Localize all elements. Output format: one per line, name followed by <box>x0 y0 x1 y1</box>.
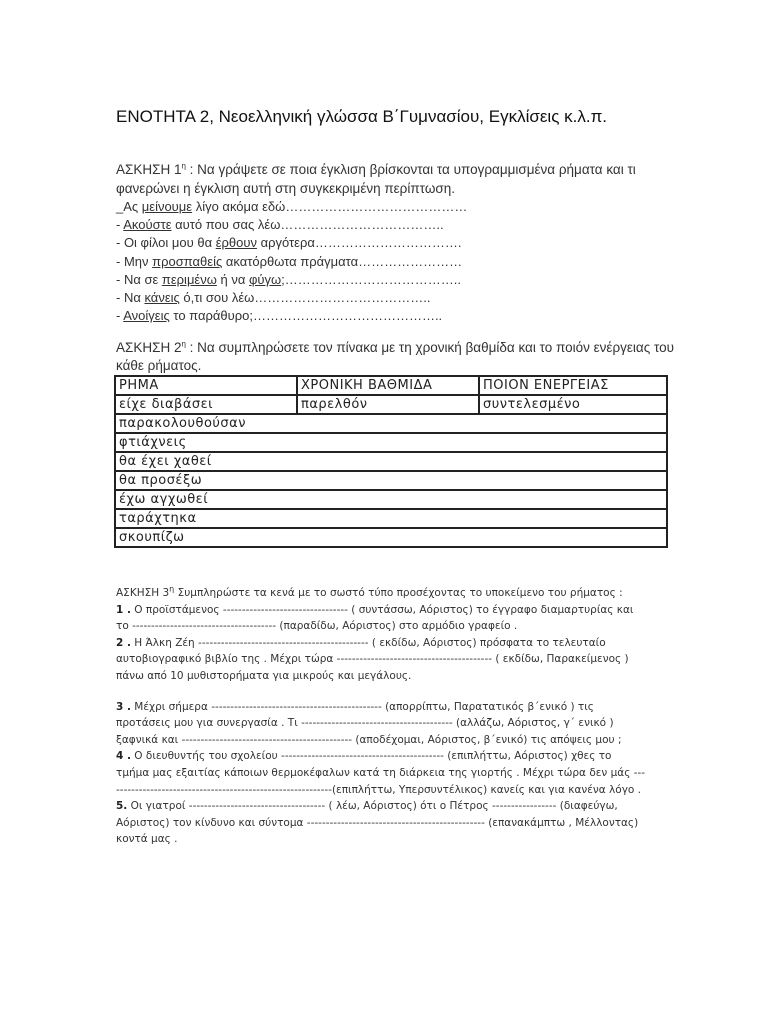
table-row <box>115 528 667 547</box>
exercise-3-intro <box>116 585 646 602</box>
line-prefix: - <box>116 217 124 233</box>
item-number: 2 . <box>116 636 131 649</box>
item-text: Ο προϊστάμενος --------------------------------- ( συντάσσω, Αόριστος) το έγγραφο διαμαρτυρίας και το -------------------------------------- (παραδίδω, Αόριστος) στο αρμόδιο γραφείο . <box>116 603 634 633</box>
exercise-3-item <box>116 798 646 848</box>
exercise-2-heading: ΑΣΚΗΣΗ 2 <box>116 340 182 355</box>
exercise-1-heading: ΑΣΚΗΣΗ 1 <box>116 162 182 177</box>
line-suffix: αυτό που σας λέω……………………………….. <box>171 217 444 233</box>
table-row <box>115 471 667 490</box>
item-number: 3 . <box>116 700 131 713</box>
line-suffix: το παράθυρο;…………………………………….. <box>169 308 443 324</box>
line-prefix: _Ας <box>116 199 142 214</box>
line-middle: ή να <box>216 271 249 287</box>
table-row <box>115 509 667 528</box>
table-cell: είχε διαβάσει <box>115 395 297 414</box>
table-cell: θα έχει χαθεί <box>115 452 667 471</box>
table-cell: παρελθόν <box>297 395 479 414</box>
item-text: Η Άλκη Ζέη --------------------------------------------- ( εκδίδω, Αόριστος) πρόσφατα το τελευταίο αυτοβιογραφικό βιβλίο της . Μέχρι τώρα ----------------------------------------- ( εκδίδω, Παρακείμενος ) πάνω από 10 μυθιστορήματα για μικρούς και μεγάλους. <box>116 636 629 682</box>
exercise-3-heading: ΑΣΚΗΣΗ 3 <box>116 587 170 599</box>
exercise-3-item <box>116 635 646 685</box>
page-title: ΕΝΟΤΗΤΑ 2, Νεοελληνική γλώσσα Β΄Γυμνασίου, Εγκλίσεις κ.λ.π. <box>116 107 608 126</box>
table-row <box>115 490 667 509</box>
table-cell: συντελεσμένο <box>479 395 667 414</box>
underlined-verb: έρθουν <box>215 235 257 251</box>
item-text: Οι γιατροί ------------------------------------ ( λέω, Αόριστος) ότι ο Πέτρος ----------------- (διαφεύγω, Αόριστος) τον κίνδυνο και σύντομα ----------------------------------------------- (επανακάμπτω , Μέλλοντας) κοντά μας . <box>116 800 639 846</box>
exercise-1-prompt: : Να γράψετε σε ποια έγκλιση βρίσκονται τα υπογραμμισμένα ρήματα και τι φανερώνει η έγκλιση αυτή στη συγκεκριμένη περίπτωση. <box>116 162 636 196</box>
exercise-2-prompt: : Να συμπληρώσετε τον πίνακα με τη χρονική βαθμίδα και το ποιόν ενέργειας του κάθε ρήματος. <box>116 340 674 373</box>
table-row <box>115 452 667 471</box>
exercise-1-sup: η <box>181 161 186 171</box>
line-suffix: ακατόρθωτα πράγματα…………………… <box>222 253 463 269</box>
exercise-1-line <box>116 253 676 271</box>
exercise-2-sup: η <box>181 339 186 349</box>
line-prefix: - Να σε <box>116 271 162 287</box>
exercise-3-item <box>116 699 646 749</box>
line-prefix: - <box>116 308 124 324</box>
line-suffix: λίγο ακόμα εδώ…………………………………… <box>192 199 468 214</box>
exercise-1 <box>116 160 676 325</box>
line-prefix: - Να <box>116 290 145 306</box>
line-prefix: - Μην <box>116 253 153 269</box>
exercise-3-item <box>116 748 646 798</box>
line-suffix: ό,τι σου λέω………………………………….. <box>179 290 431 306</box>
exercise-1-line <box>116 289 676 307</box>
table-row <box>115 414 667 433</box>
exercise-1-line <box>116 234 676 252</box>
table-row <box>115 433 667 452</box>
table-cell: παρακολουθούσαν <box>115 414 667 433</box>
line-suffix: αργότερα……………………………. <box>256 235 462 251</box>
table-header-cell: ΠΟΙΟΝ ΕΝΕΡΓΕΙΑΣ <box>479 376 667 395</box>
verb-table <box>114 375 668 548</box>
exercise-3-sup: η <box>169 584 175 594</box>
item-text: Μέχρι σήμερα --------------------------------------------- (απορρίπτω, Παρατατικός β΄ενικό ) τις προτάσεις μου για συνεργασία . Τι ---------------------------------------- (αλλάζω, Αόριστος, γ΄ ενικό ) ξαφνικά και --------------------------------------------- (αποδέχομαι, Αόριστος, β΄ενικό) τις απόψεις μου ; <box>116 700 622 746</box>
spacer <box>116 685 646 699</box>
item-number: 1 . <box>116 603 131 616</box>
underlined-verb: κάνεις <box>144 290 180 306</box>
table-cell: σκουπίζω <box>115 528 667 547</box>
table-header-cell: ΧΡΟΝΙΚΗ ΒΑΘΜΙΔΑ <box>297 376 479 395</box>
table-cell: φτιάχνεις <box>115 433 667 452</box>
table-cell: ταράχτηκα <box>115 509 667 528</box>
exercise-1-line <box>116 271 676 289</box>
exercise-3 <box>116 585 646 848</box>
table-cell: έχω αγχωθεί <box>115 490 667 509</box>
underlined-verb: μείνουμε <box>141 199 193 214</box>
exercise-1-lines <box>116 198 676 325</box>
item-number: 5. <box>116 800 128 813</box>
underlined-verb: περιμένω <box>161 271 217 287</box>
item-number: 4 . <box>116 750 131 763</box>
exercise-1-line <box>116 307 676 325</box>
table-header-row <box>115 376 667 395</box>
exercise-1-line <box>116 216 676 234</box>
item-text: Ο διευθυντής του σχολείου ------------------------------------------- (επιπλήττω, Αόριστος) χθες το τμήμα μας εξαιτίας κάποιων θερμοκέφαλων κατά τη διάρκεια της γιορτής . Μέχρι τώρα δεν μάς ------------------------------------------------------------(επιπλήττω, Υπερσυντέλικος) κανείς και για κανένα λόγο . <box>116 750 646 796</box>
exercise-3-prompt: Συμπληρώστε τα κενά με το σωστό τύπο προσέχοντας το υποκείμενο του ρήματος : <box>174 587 623 599</box>
exercise-3-item <box>116 602 646 635</box>
table-row <box>115 395 667 414</box>
table-header-cell: ΡΗΜΑ <box>115 376 297 395</box>
exercise-2-intro <box>116 339 676 375</box>
line-prefix: - Οι φίλοι μου θα <box>116 235 216 251</box>
exercise-1-line <box>116 198 676 216</box>
underlined-verb: Ανοίγεις <box>123 308 170 324</box>
underlined-verb: φύγω <box>248 271 282 287</box>
exercise-1-intro <box>116 160 676 198</box>
line-suffix: ;………………………………….. <box>281 271 462 287</box>
table-cell: θα προσέξω <box>115 471 667 490</box>
underlined-verb: προσπαθείς <box>152 253 223 269</box>
underlined-verb: Ακούστε <box>123 217 172 233</box>
